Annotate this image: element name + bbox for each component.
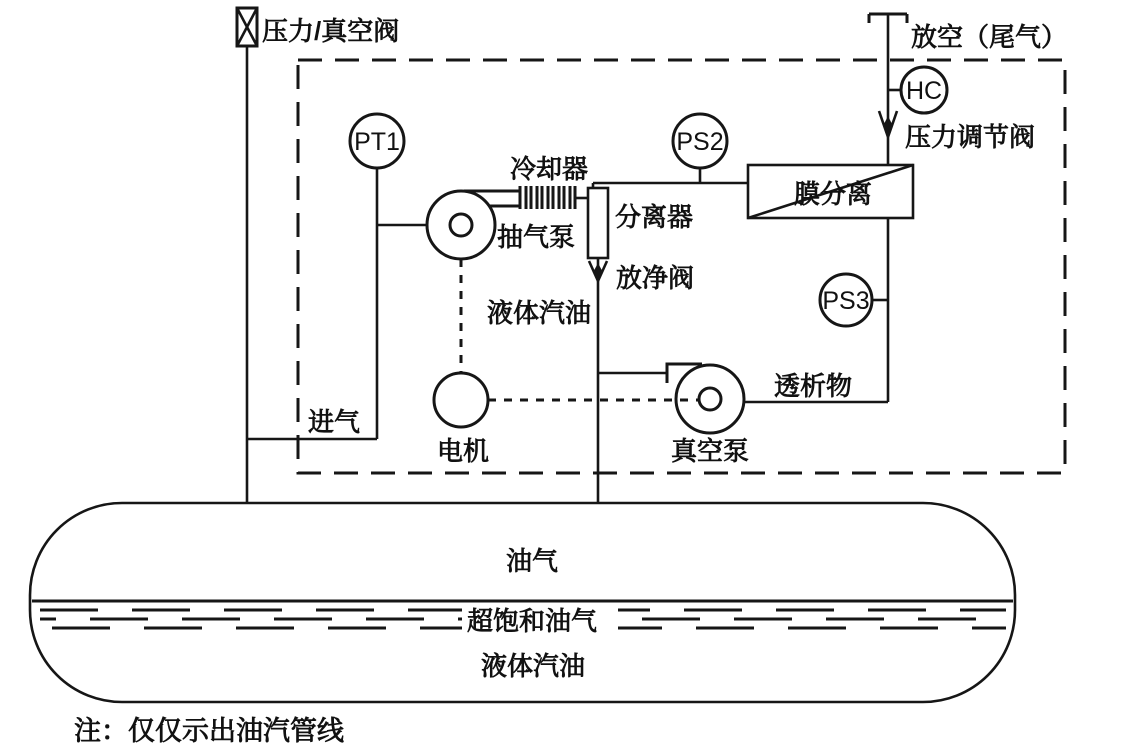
vent-label: 放空（尾气） <box>911 22 1068 52</box>
liquid-gasoline-pipe-label: 液体汽油 <box>487 298 592 328</box>
drain-valve-label: 放净阀 <box>616 263 695 293</box>
hc-tag: HC <box>905 77 943 105</box>
separator-vessel <box>588 188 608 258</box>
ps3-instrument <box>820 274 872 326</box>
motor-label: 电机 <box>437 436 490 466</box>
storage-tank <box>30 503 1015 702</box>
pv-valve-label: 压力/真空阀 <box>262 16 400 46</box>
footnote: 注：仅仅示出油汽管线 <box>74 716 344 746</box>
separator-label: 分离器 <box>615 202 694 232</box>
motor-symbol <box>434 373 488 427</box>
cooler-label: 冷却器 <box>510 154 589 184</box>
intake-label: 进气 <box>308 407 361 437</box>
ps2-instrument <box>673 114 727 168</box>
pressure-vacuum-valve-symbol <box>237 8 257 46</box>
ps3-tag: PS3 <box>822 287 870 315</box>
vacuum-pump-hub <box>699 388 721 410</box>
membrane-label: 膜分离 <box>793 179 873 209</box>
hc-instrument <box>901 67 947 113</box>
extraction-pump-hub <box>450 214 472 236</box>
ps2-tag: PS2 <box>676 128 724 156</box>
dialysate-label: 透析物 <box>774 371 853 401</box>
extraction-pump-label: 抽气泵 <box>497 222 576 252</box>
pt1-tag: PT1 <box>354 128 400 156</box>
tank-supersaturated-label: 超饱和油气 <box>467 606 598 636</box>
tank-vapor-label: 油气 <box>506 546 559 576</box>
vacuum-pump-label: 真空泵 <box>671 436 750 466</box>
tank-liquid-label: 液体汽油 <box>481 651 586 681</box>
drain-valve-symbol <box>589 261 607 281</box>
pressure-regulating-valve-label: 压力调节阀 <box>905 122 1036 152</box>
pt1-instrument <box>350 114 404 168</box>
membrane-separator-unit <box>748 165 913 218</box>
cooler-symbol <box>520 186 575 209</box>
